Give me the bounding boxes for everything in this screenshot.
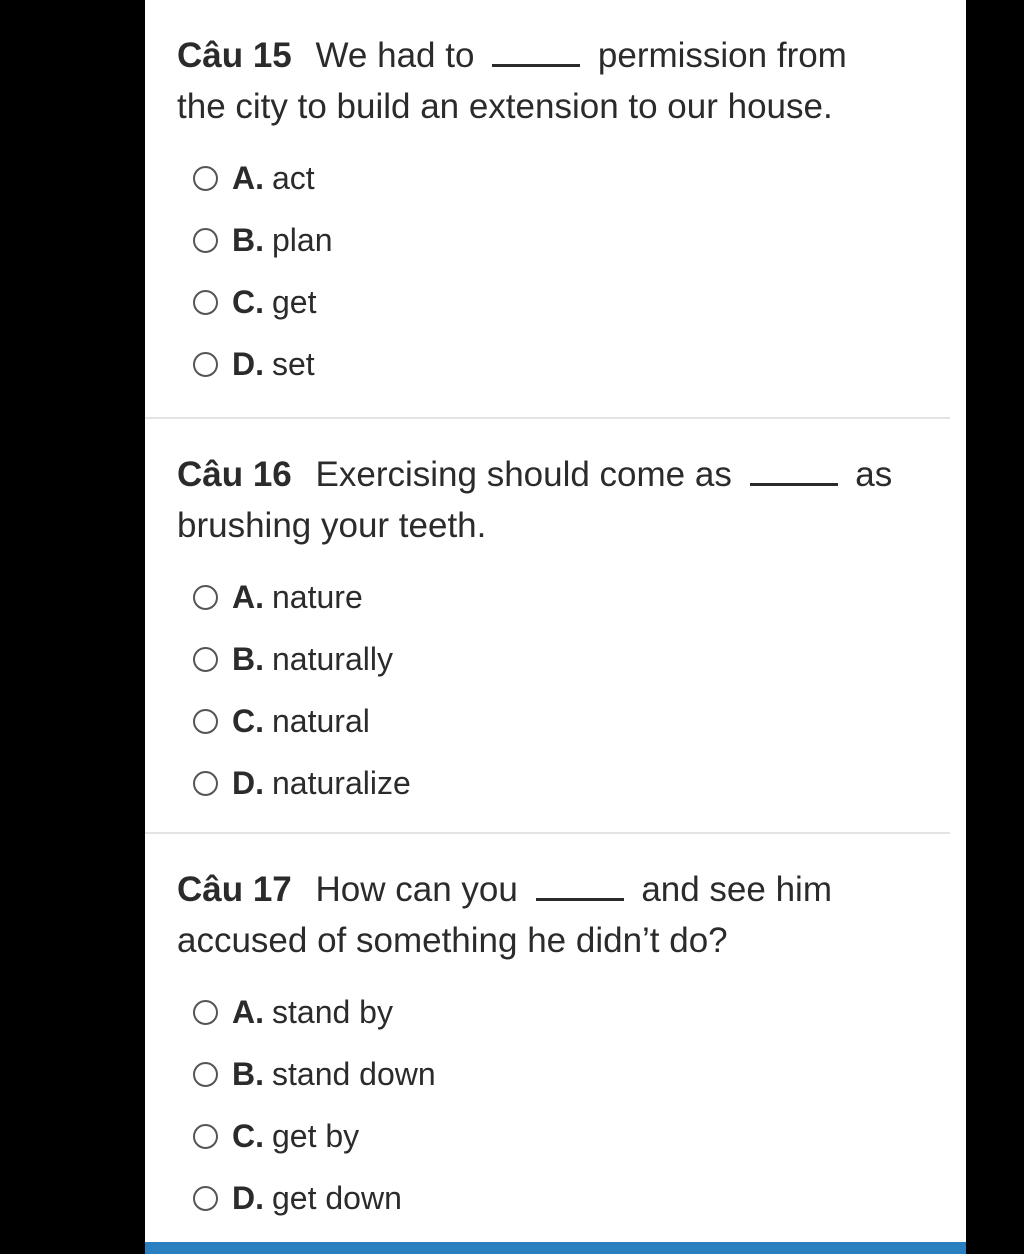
option-a[interactable] [193,981,436,1043]
question-text-before: How can you [315,870,518,909]
option-text: plan [272,221,333,258]
question-stem [177,449,897,551]
question-number: Câu 16 [177,455,292,494]
option-letter: B. [232,1055,264,1092]
radio-icon[interactable] [193,352,218,377]
question-text-after: as brushing your teeth. [177,455,893,545]
radio-icon[interactable] [193,585,218,610]
question-card [145,419,950,834]
question-number: Câu 17 [177,870,292,909]
question-number: Câu 15 [177,36,292,75]
option-letter: A. [232,993,264,1030]
option-letter: C. [232,1117,264,1154]
option-letter: A. [232,578,264,615]
question-stem [177,864,897,966]
option-letter: C. [232,283,264,320]
option-a[interactable] [193,147,333,209]
option-a[interactable] [193,566,411,628]
radio-icon[interactable] [193,709,218,734]
option-text: nature [272,578,363,615]
option-b[interactable] [193,1043,436,1105]
answer-blank [536,872,624,901]
option-c[interactable] [193,1105,436,1167]
option-c[interactable] [193,271,333,333]
answer-options [193,566,411,814]
option-c[interactable] [193,690,411,752]
radio-icon[interactable] [193,1000,218,1025]
quiz-panel [145,0,966,1254]
option-d[interactable] [193,333,333,395]
answer-options [193,981,436,1229]
option-b[interactable] [193,209,333,271]
option-text: naturalize [272,764,411,801]
option-letter: B. [232,221,264,258]
question-text-before: Exercising should come as [315,455,732,494]
option-letter: C. [232,702,264,739]
answer-blank [492,38,580,67]
option-text: set [272,345,315,382]
bottom-accent-bar [145,1242,966,1254]
option-letter: A. [232,159,264,196]
radio-icon[interactable] [193,166,218,191]
radio-icon[interactable] [193,290,218,315]
question-text-after: permission from the city to build an extension to our house. [177,36,847,126]
question-stem [177,30,897,132]
option-d[interactable] [193,1167,436,1229]
option-text: get [272,283,317,320]
option-b[interactable] [193,628,411,690]
option-letter: D. [232,345,264,382]
option-letter: D. [232,1179,264,1216]
question-card [145,0,950,419]
radio-icon[interactable] [193,771,218,796]
radio-icon[interactable] [193,1062,218,1087]
option-text: get by [272,1117,360,1154]
option-text: get down [272,1179,402,1216]
radio-icon[interactable] [193,647,218,672]
radio-icon[interactable] [193,228,218,253]
option-text: naturally [272,640,393,677]
option-text: act [272,159,315,196]
radio-icon[interactable] [193,1186,218,1211]
radio-icon[interactable] [193,1124,218,1149]
option-text: natural [272,702,370,739]
question-card [145,834,950,1234]
answer-options [193,147,333,395]
question-text-after: and see him accused of something he didn’t do? [177,870,832,960]
option-text: stand by [272,993,393,1030]
option-text: stand down [272,1055,436,1092]
option-letter: D. [232,764,264,801]
answer-blank [750,457,838,486]
option-d[interactable] [193,752,411,814]
question-text-before: We had to [315,36,475,75]
option-letter: B. [232,640,264,677]
